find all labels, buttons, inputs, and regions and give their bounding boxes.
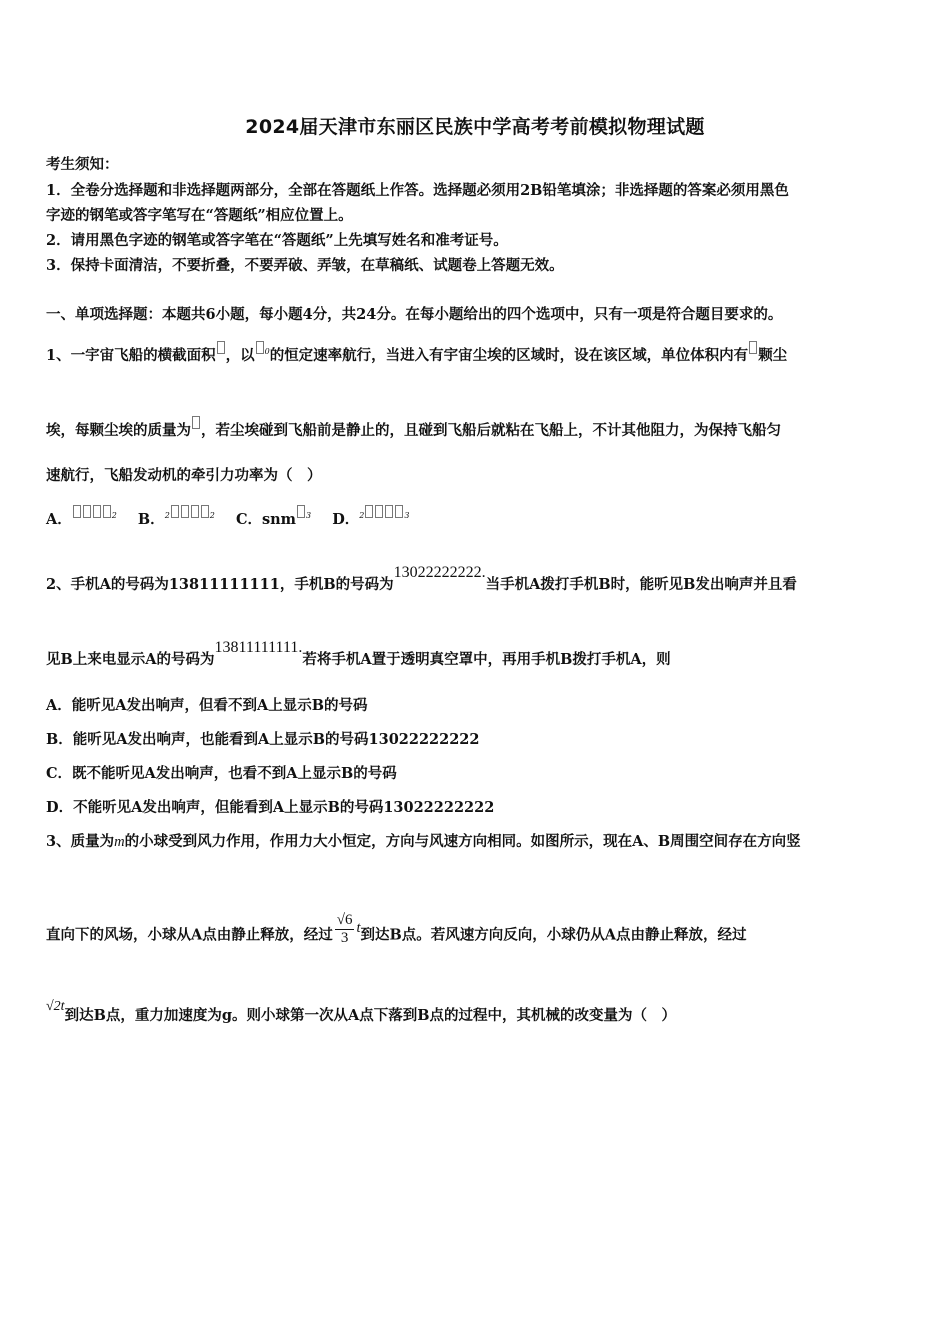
q3-mass-symbol: m [114,834,125,850]
option-c-exponent: 3 [306,511,312,520]
option-b-exponent: 2 [209,511,215,520]
q2-text: 当手机A拨打手机B时，能听见B发出响声并且看 [485,576,797,593]
q2-line-2 [46,639,671,669]
q2-option-a[interactable]: A．能听见A发出响声，但看不到A上显示B的号码 [46,697,368,714]
q1-text: 的恒定速率航行，当进入有宇宙尘埃的区域时，设在该区域，单位体积内有 [269,346,749,364]
q3-time-symbol: t [356,919,361,936]
q3-text: 到达B点，重力加速度为g。则小球第一次从A点下落到B点的过程中，其机械的改变量为（ ） [64,1007,676,1024]
q3-line-2 [46,912,747,953]
missing-glyph-icon [73,505,81,518]
q2-text: 2、手机A的号码为13811111111，手机B的号码为 [46,576,394,593]
notice-line-1b: 字迹的钢笔或答字笔写在“答题纸”相应位置上。 [46,207,353,224]
missing-glyph-icon [749,341,757,354]
missing-glyph-icon [385,505,393,518]
notice-line-3: 3．保持卡面清洁，不要折叠，不要弄破、弄皱，在草稿纸、试题卷上答题无效。 [46,257,564,274]
q2-text: 若将手机A置于透明真空罩中，再用手机B拨打手机A，则 [302,651,671,668]
fraction-denominator: 3 [340,930,349,946]
missing-glyph-icon [83,505,91,518]
missing-glyph-icon [395,505,403,518]
option-a-label: A． [46,510,72,528]
q3-text: 直向下的风场，小球从A点由静止释放，经过 [46,926,333,944]
notice-line-1a: 1．全卷分选择题和非选择题两部分，全部在答题纸上作答。选择题必须用2B铅笔填涂；非选择题的答案必须用黑色 [46,182,789,199]
option-b-label: B． [137,510,165,528]
option-b-coef: 2 [164,511,170,520]
missing-glyph-icon [297,505,305,518]
missing-glyph-icon [217,341,225,354]
notice-line-2: 2．请用黑色字迹的钢笔或答字笔在“答题纸”上先填写姓名和准考证号。 [46,232,508,249]
q1-options [46,505,409,529]
fraction-numerator: √6 [336,912,353,928]
missing-glyph-icon [192,416,200,429]
q1-text: 埃，每颗尘埃的质量为 [46,421,191,439]
option-c-label: C．snm [235,510,297,528]
option-d-coef: 2 [359,511,365,520]
missing-glyph-icon [181,505,189,518]
option-d-exponent: 3 [404,511,410,520]
q2-option-b[interactable]: B．能听见A发出响声，也能看到A上显示B的号码13022222222 [46,731,480,748]
q1-text: 颗尘 [758,346,788,364]
missing-glyph-icon [365,505,373,518]
notice-heading: 考生须知： [46,156,119,173]
q1-line-2 [46,416,781,440]
q2-option-d[interactable]: D．不能听见A发出响声，但能看到A上显示B的号码13022222222 [46,799,495,816]
q3-fraction [335,912,355,947]
q1-option-b[interactable] [138,511,215,528]
missing-glyph-icon [103,505,111,518]
q1-text: ，以 [225,346,255,364]
q2-number-b: 13022222222. [393,564,486,581]
q2-text: 见B上来电显示A的号码为 [46,651,215,668]
q1-option-a[interactable] [46,511,117,528]
q1-text: ，若尘埃碰到飞船前是静止的，且碰到飞船后就粘在飞船上，不计其他阻力，为保持飞船匀 [201,421,781,439]
option-a-exponent: 2 [111,511,117,520]
q1-text: 1、一宇宙飞船的横截面积 [46,346,216,364]
missing-glyph-icon [375,505,383,518]
missing-glyph-icon [191,505,199,518]
q1-line-1 [46,341,787,365]
q3-line-3 [46,999,676,1025]
option-d-label: D． [332,510,360,528]
q1-line-3: 速航行，飞船发动机的牵引力功率为（ ） [46,467,322,484]
q3-text: 的小球受到风力作用，作用力大小恒定，方向与风速方向相同。如图所示，现在A、B周围空间存在方向竖 [124,833,801,850]
q3-sqrt2t: √2t [46,999,65,1014]
page-title: 2024届天津市东丽区民族中学高考考前模拟物理试题 [245,116,705,138]
missing-glyph-icon [256,341,264,354]
q3-text: 到达B点。若风速方向反向，小球仍从A点由静止释放，经过 [360,926,747,944]
q2-number-a: 13811111111. [214,639,303,656]
missing-glyph-icon [201,505,209,518]
q2-line-1 [46,564,797,594]
subscript-0: 0 [264,347,270,356]
q1-option-c[interactable] [236,511,311,528]
section-heading: 一、单项选择题：本题共6小题，每小题4分，共24分。在每小题给出的四个选项中，只有一项是符合题目要求的。 [46,306,783,323]
q1-option-d[interactable] [332,511,409,528]
missing-glyph-icon [93,505,101,518]
q3-line-1 [46,830,801,851]
q2-option-c[interactable]: C．既不能听见A发出响声，也看不到A上显示B的号码 [46,765,397,782]
q3-text: 3、质量为 [46,833,115,850]
missing-glyph-icon [171,505,179,518]
